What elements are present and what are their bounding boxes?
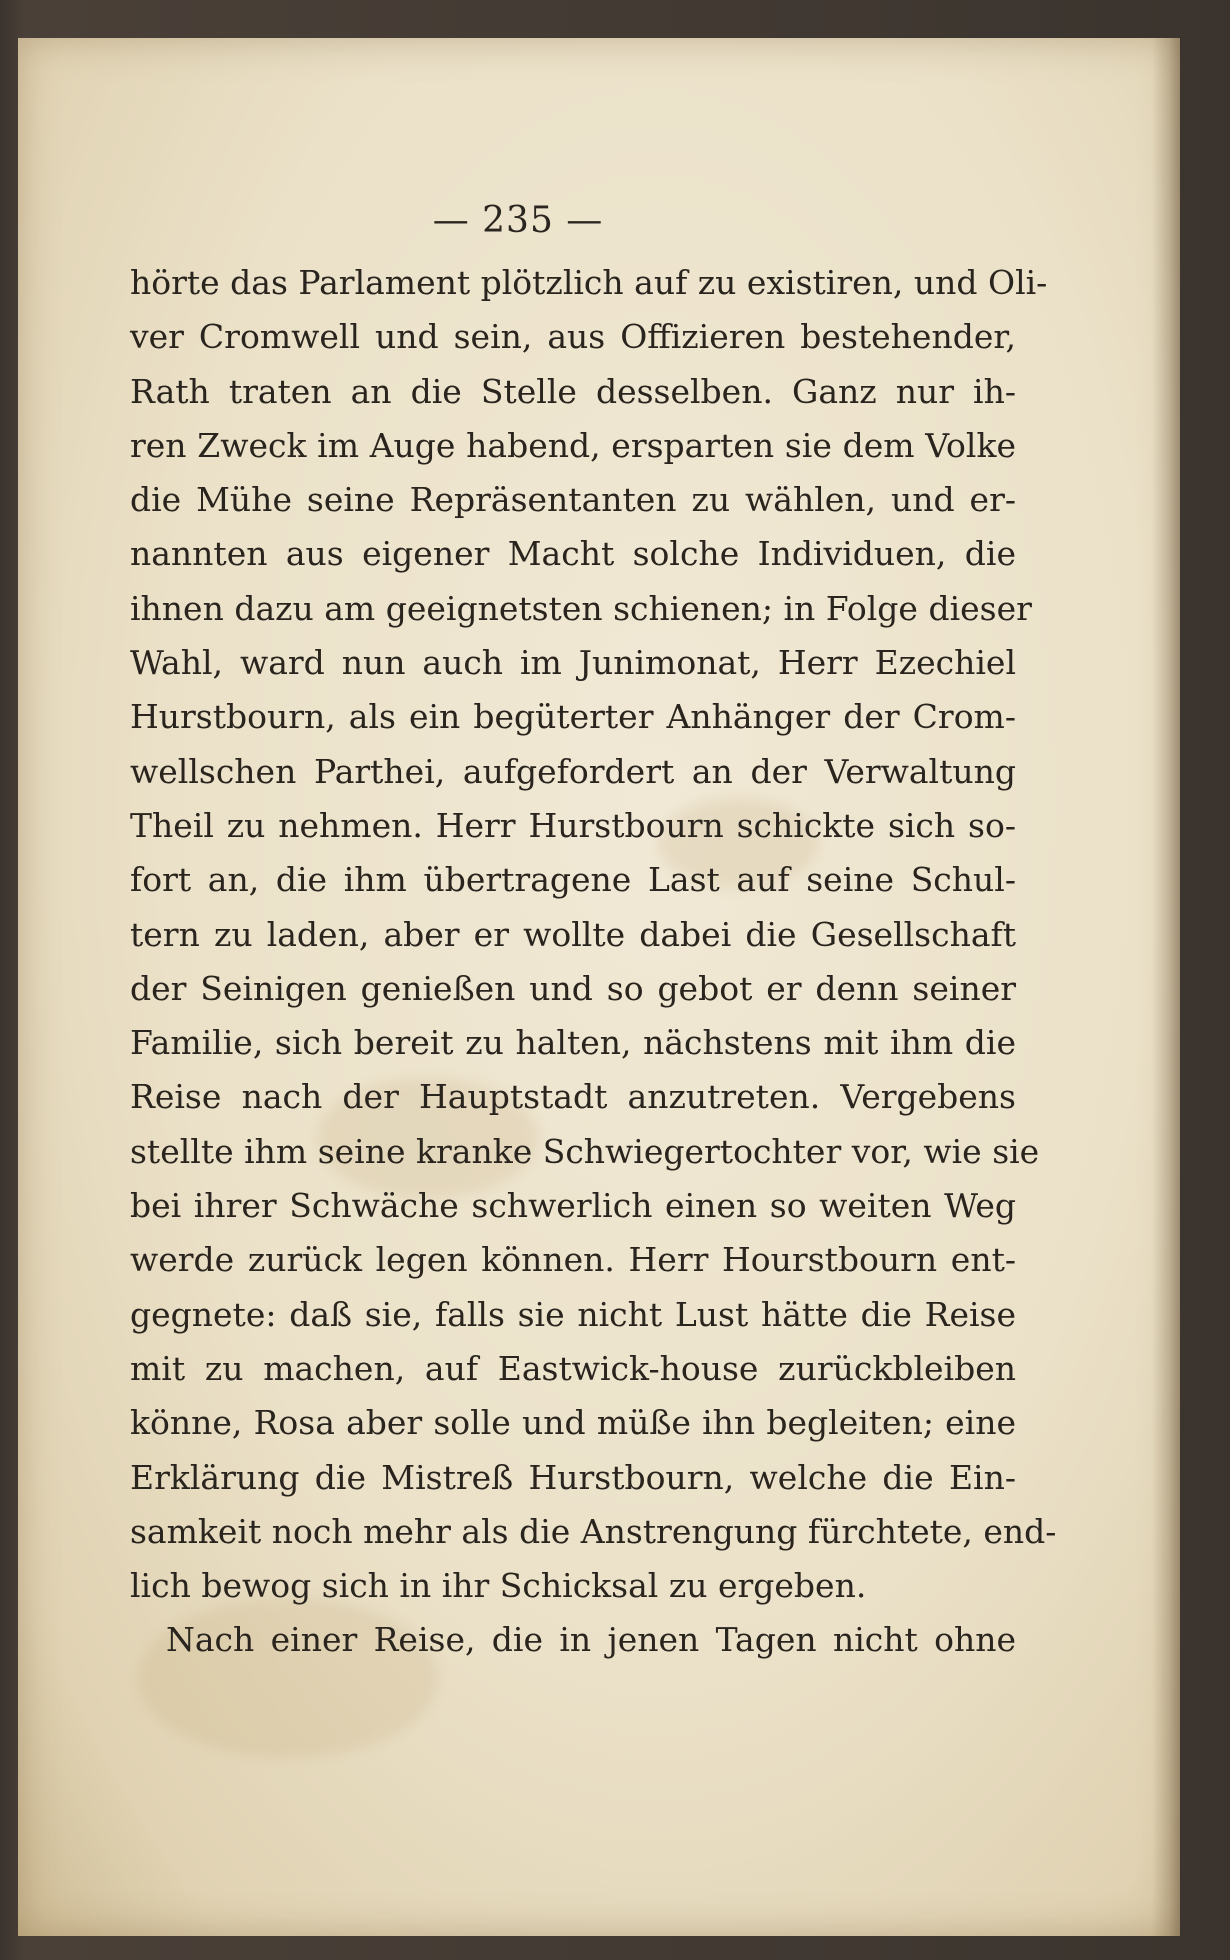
text-line: Wahl, ward nun auch im Junimonat, Herr Ezechiel	[130, 643, 1016, 683]
text-line: die Mühe seine Repräsentanten zu wählen, und er-	[130, 480, 1016, 520]
text-line: mit zu machen, auf Eastwick-house zurückbleiben	[130, 1348, 1016, 1388]
text-line: ren Zweck im Auge habend, ersparten sie dem Volke	[130, 425, 1016, 465]
text-line: Rath traten an die Stelle desselben. Ganz nur ih-	[130, 371, 1016, 411]
text-line: Theil zu nehmen. Herr Hurstbourn schickte sich so-	[130, 805, 1016, 845]
text-line: stellte ihm seine kranke Schwiegertochter vor, wie sie	[130, 1131, 1040, 1171]
text-line: ihnen dazu am geeignetsten schienen; in Folge dieser	[130, 588, 1032, 628]
page-number: — 235 —	[432, 200, 604, 241]
text-line: der Seinigen genießen und so gebot er denn seiner	[130, 968, 1016, 1008]
text-line: hörte das Parlament plötzlich auf zu existiren, und Oli-	[130, 263, 1048, 302]
text-line: ver Cromwell und sein, aus Offizieren bestehender,	[130, 317, 1016, 357]
text-line: werde zurück legen können. Herr Hourstbourn ent-	[130, 1240, 1016, 1280]
text-line: Reise nach der Hauptstadt anzutreten. Vergebens	[130, 1077, 1016, 1117]
text-line: Erklärung die Mistreß Hurstbourn, welche die Ein-	[130, 1457, 1016, 1497]
text-line: Nach einer Reise, die in jenen Tagen nicht ohne	[166, 1620, 1016, 1660]
text-line: bei ihrer Schwäche schwerlich einen so weiten Weg	[130, 1186, 1016, 1226]
text-line: wellschen Parthei, aufgefordert an der Verwaltung	[130, 751, 1016, 791]
text-line: Hurstbourn, als ein begüterter Anhänger der Crom-	[130, 697, 1016, 737]
text-line: fort an, die ihm übertragene Last auf seine Schul-	[130, 860, 1016, 900]
text-line: lich bewog sich in ihr Schicksal zu ergeben.	[130, 1566, 867, 1606]
page-edge-shadow	[1152, 38, 1180, 1936]
book-page	[18, 38, 1180, 1936]
text-line: könne, Rosa aber solle und müße ihn begleiten; eine	[130, 1403, 1016, 1443]
text-line: Familie, sich bereit zu halten, nächstens mit ihm die	[130, 1023, 1016, 1063]
text-line: nannten aus eigener Macht solche Individuen, die	[130, 534, 1016, 574]
text-line: gegnete: daß sie, falls sie nicht Lust hätte die Reise	[130, 1294, 1016, 1334]
body-text	[130, 256, 1057, 1668]
text-line: tern zu laden, aber er wollte dabei die Gesellschaft	[130, 914, 1016, 954]
text-line: samkeit noch mehr als die Anstrengung fürchtete, end-	[130, 1511, 1057, 1551]
